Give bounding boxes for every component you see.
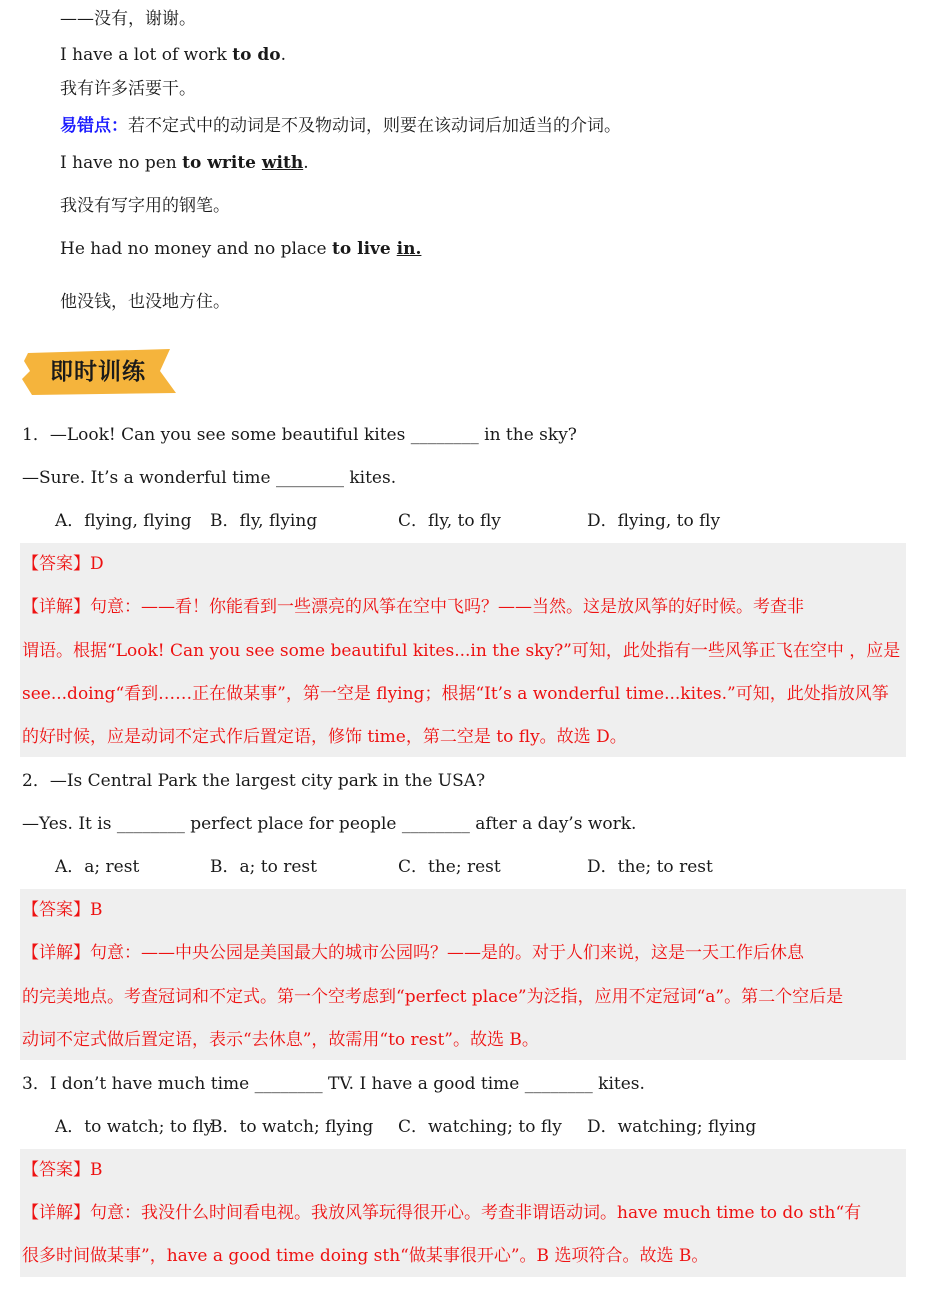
question-1-option-d: D．flying, to fly (587, 511, 721, 531)
example-3-chinese: 他没钱，也没地方住。 (60, 292, 230, 312)
example-2-bold: to write (182, 153, 262, 173)
question-1-option-b: B．fly, flying (210, 511, 318, 531)
example-2-chinese: 我没有写字用的钢笔。 (60, 196, 230, 216)
question-1-detail-line-2: 谓语。根据“Look! Can you see some beautiful kites...in the sky?”可知，此处指有一些风筝正飞在空中 ，应是 (22, 641, 901, 661)
question-3-option-b: B．to watch; flying (210, 1117, 374, 1137)
example-1-chinese: 我有许多活要干。 (60, 79, 196, 99)
question-2-option-d: D．the; to rest (587, 857, 713, 877)
example-2-text: I have no pen (60, 153, 183, 173)
question-2-detail-line-3: 动词不定式做后置定语，表示“去休息”，故需用“to rest”。故选 B。 (22, 1030, 539, 1050)
question-2-option-c: C．the; rest (398, 857, 501, 877)
question-2-line-1: 2．—Is Central Park the largest city park in the USA? (22, 771, 486, 791)
question-1-detail-line-3: see...doing“看到……正在做某事”，第一空是 flying；根据“It’s a wonderful time...kites.”可知，此处指放风筝 (22, 684, 889, 704)
question-3-option-d: D．watching; flying (587, 1117, 757, 1137)
error-tip (60, 115, 621, 137)
question-1-option-a: A．flying, flying (55, 511, 192, 531)
question-3-option-c: C．watching; to fly (398, 1117, 562, 1137)
question-2-option-b: B．a; to rest (210, 857, 317, 877)
example-3-bold: to live (332, 239, 397, 259)
section-title: 即时训练 (50, 359, 146, 385)
question-2-detail-line-2: 的完美地点。考查冠词和不定式。第一个空考虑到“perfect place”为泛指，应用不定冠词“a”。第二个空后是 (22, 987, 844, 1007)
example-1-text: I have a lot of work (60, 45, 233, 65)
question-2-line-2: —Yes. It is ________ perfect place for people ________ after a day’s work. (22, 814, 637, 834)
example-2-english (60, 152, 309, 174)
question-3-detail-line-2: 很多时间做某事”，have a good time doing sth“做某事很开心”。B 选项符合。故选 B。 (22, 1246, 709, 1266)
example-2-end: . (303, 153, 309, 173)
question-1-detail-line-4: 的好时候，应是动词不定式作后置定语，修饰 time，第二空是 to fly。故选 D。 (22, 727, 627, 747)
example-1-english (60, 44, 286, 66)
example-3-english (60, 238, 421, 260)
example-1-bold: to do (232, 45, 281, 65)
question-1-option-c: C．fly, to fly (398, 511, 501, 531)
error-tip-text: 若不定式中的动词是不及物动词，则要在该动词后加适当的介词。 (128, 116, 621, 136)
question-1-line-1: 1．—Look! Can you see some beautiful kites ________ in the sky? (22, 425, 577, 445)
question-1-answer: 【答案】D (22, 554, 104, 574)
example-3-text: He had no money and no place (60, 239, 333, 259)
error-tip-label: 易错点： (60, 116, 128, 136)
question-3-answer: 【答案】B (22, 1160, 103, 1180)
question-1-line-2: —Sure. It’s a wonderful time ________ kites. (22, 468, 397, 488)
question-3-option-a: A．to watch; to fly (55, 1117, 214, 1137)
question-3-detail-line-1: 【详解】句意：我没什么时间看电视。我放风筝玩得很开心。考查非谓语动词。have much time to do sth“有 (22, 1203, 862, 1223)
question-2-option-a: A．a; rest (55, 857, 140, 877)
example-2-underline: with (261, 153, 304, 173)
question-1-detail-line-1: 【详解】句意：——看！你能看到一些漂亮的风筝在空中飞吗？——当然。这是放风筝的好时候。考查非 (22, 597, 804, 617)
dialogue-reply: ——没有，谢谢。 (60, 9, 196, 29)
question-2-answer: 【答案】B (22, 900, 103, 920)
question-2-detail-line-1: 【详解】句意：——中央公园是美国最大的城市公园吗？——是的。对于人们来说，这是一天工作后休息 (22, 943, 804, 963)
example-1-end: . (280, 45, 287, 65)
question-3-line-1: 3．I don’t have much time ________ TV. I have a good time ________ kites. (22, 1074, 645, 1094)
example-3-underline: in. (396, 239, 422, 259)
